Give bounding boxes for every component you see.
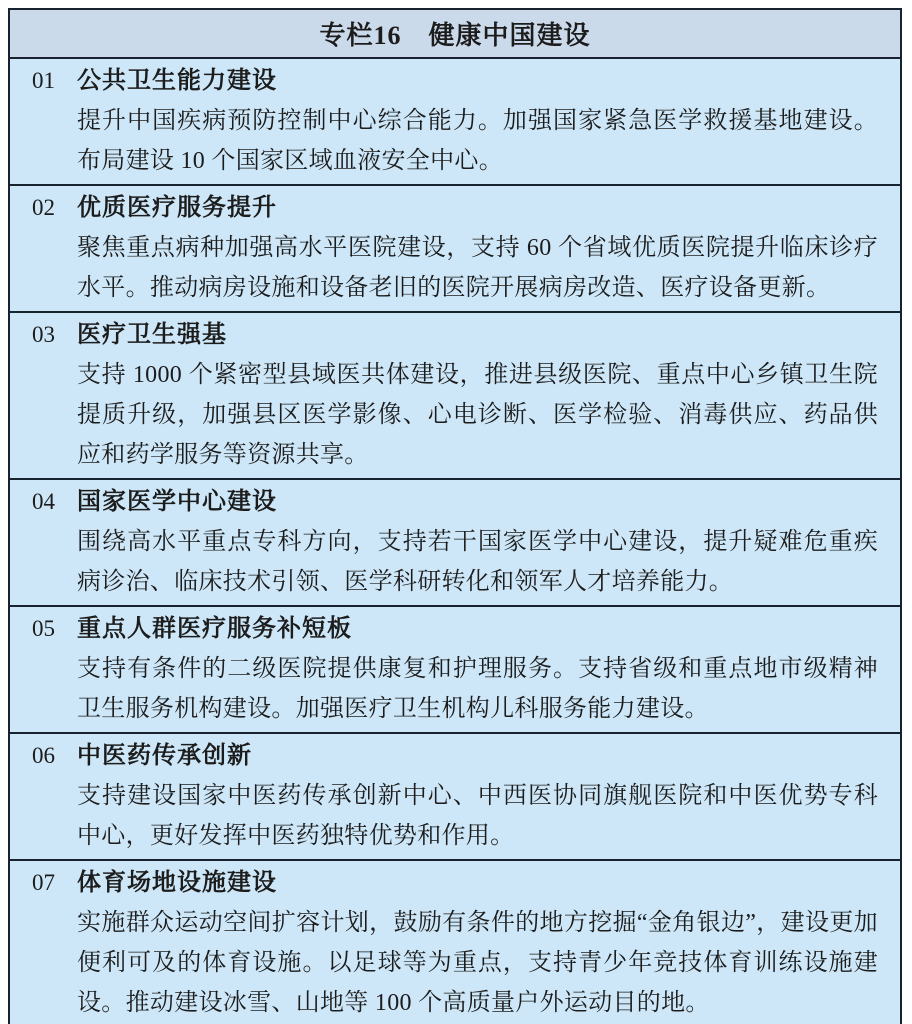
section-body-text: 聚焦重点病种加强高水平医院建设，支持 60 个省域优质医院提升临床诊疗水平。推动病房设施和设备老旧的医院开展病房改造、医疗设备更新。 xyxy=(77,235,878,301)
section-title: 国家医学中心建设 xyxy=(77,489,277,515)
section-row xyxy=(10,861,900,1024)
section-row xyxy=(10,734,900,861)
section-row xyxy=(10,186,900,313)
policy-box xyxy=(8,8,902,1024)
section-head xyxy=(32,736,878,776)
section-head xyxy=(32,609,878,649)
section-row xyxy=(10,607,900,734)
section-number: 06 xyxy=(32,743,55,768)
section-number: 05 xyxy=(32,616,55,641)
section-number: 07 xyxy=(32,870,55,895)
section-body-text: 支持 1000 个紧密型县域医共体建设，推进县级医院、重点中心乡镇卫生院提质升级，加强县区医学影像、心电诊断、医学检验、消毒供应、药品供应和药学服务等资源共享。 xyxy=(77,362,878,468)
section-head xyxy=(32,188,878,228)
section-row xyxy=(10,313,900,480)
section-title: 重点人群医疗服务补短板 xyxy=(77,616,352,642)
section-head xyxy=(32,863,878,903)
section-title: 体育场地设施建设 xyxy=(77,870,277,896)
section-body-text: 支持有条件的二级医院提供康复和护理服务。支持省级和重点地市级精神卫生服务机构建设。加强医疗卫生机构儿科服务能力建设。 xyxy=(77,656,878,722)
section-body-text: 围绕高水平重点专科方向，支持若干国家医学中心建设，提升疑难危重疾病诊治、临床技术引领、医学科研转化和领军人才培养能力。 xyxy=(77,529,878,595)
box-title: 专栏16 健康中国建设 xyxy=(319,21,591,50)
box-sections xyxy=(10,59,900,1024)
section-body-text: 实施群众运动空间扩容计划，鼓励有条件的地方挖掘“金角银边”，建设更加便利可及的体育设施。以足球等为重点，支持青少年竞技体育训练设施建设。推动建设冰雪、山地等 100 个高质量户外运动目的地。 xyxy=(77,910,878,1016)
box-header xyxy=(10,10,900,59)
section-number: 04 xyxy=(32,489,55,514)
section-body-text: 支持建设国家中医药传承创新中心、中西医协同旗舰医院和中医优势专科中心，更好发挥中医药独特优势和作用。 xyxy=(77,783,878,849)
section-title: 公共卫生能力建设 xyxy=(77,68,277,94)
section-number: 03 xyxy=(32,322,55,347)
section-head xyxy=(32,61,878,101)
section-row xyxy=(10,480,900,607)
section-title: 医疗卫生强基 xyxy=(77,322,227,348)
section-body-text: 提升中国疾病预防控制中心综合能力。加强国家紧急医学救援基地建设。布局建设 10 个国家区域血液安全中心。 xyxy=(77,108,878,174)
section-number: 01 xyxy=(32,68,55,93)
section-head xyxy=(32,482,878,522)
section-row xyxy=(10,59,900,186)
section-number: 02 xyxy=(32,195,55,220)
section-title: 中医药传承创新 xyxy=(77,743,252,769)
section-head xyxy=(32,315,878,355)
section-title: 优质医疗服务提升 xyxy=(77,195,277,221)
